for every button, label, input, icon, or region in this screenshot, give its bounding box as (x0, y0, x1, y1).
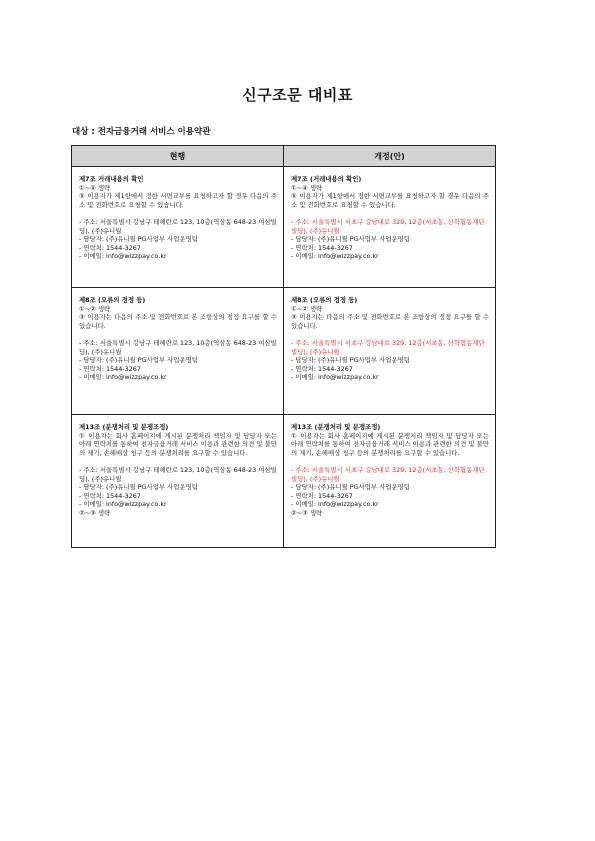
contact-email: - 이메일: info@wizzpay.co.kr (79, 252, 167, 261)
table-row (72, 415, 496, 548)
address-line: - 주소: 서울특별시 강남구 테헤란로 123, 10층(역삼동 648-23 여삼빌딩), (주)유니월 (79, 217, 277, 235)
table-row (72, 167, 496, 288)
contact-email: - 이메일: info@wizzpay.co.kr (291, 252, 379, 261)
clause-line: ⑤ 이용자가 제1항에서 정한 서면교부를 요청하고자 할 경우 다음의 주소 및 전화번호로 요청할 수 있습니다. (291, 192, 489, 209)
contact-person: - 담당자: (주)유니윌 PG사업부 사업운영팀 (291, 483, 410, 492)
contact-person: - 담당자: (주)유니윌 PG사업부 사업운영팀 (79, 356, 198, 365)
contact-email: - 이메일: info@wizzpay.co.kr (291, 373, 379, 382)
document-title: 신구조문 대비표 (242, 86, 353, 104)
revised-cell (284, 288, 496, 415)
table-header-row (72, 146, 496, 167)
contact-person: - 담당자: (주)유니윌 PG사업부 사업운영팀 (291, 356, 410, 365)
revised-address-line: - 주소: 서울특별시 서초구 강남대로 329, 12층(서초동, 산학협동재단빌딩), (주)유니윌 (291, 338, 485, 356)
article-title: 제13조 (분쟁처리 및 분쟁조정) (79, 423, 169, 431)
clause-line: ① 이용자는 회사 홈페이지에 게시된 분쟁처리 책임자 및 담당자 또는 아래 연락처를 통하여 전자금융거래 서비스 이용과 관련한 의견 및 불만의 제기, 손해배상 청구 등의 분쟁처리를 요구할 수 있습니다. (291, 431, 489, 457)
document-subject: 대상 : 전자금융거래 서비스 이용약관 (72, 127, 211, 137)
contact-phone: - 연락처: 1544-3267 (291, 243, 353, 252)
revised-address-line: - 주소: 서울특별시 서초구 강남대로 329, 12층(서초동, 산학협동재단빌딩), (주)유니윌 (291, 465, 485, 483)
clause-line: ③ 이용자는 다음의 주소 및 전화번호로 본 조항상의 정정 요구를 할 수 있습니다. (79, 313, 277, 330)
clause-tail: ②~③ 생략 (79, 508, 111, 517)
table-row (72, 288, 496, 415)
clause-line: ①~④ 생략 (79, 183, 111, 192)
revised-cell (284, 167, 496, 288)
contact-phone: - 연락처: 1544-3267 (79, 364, 141, 373)
article-title: 제7조 거래내용의 확인 (79, 175, 144, 183)
current-cell (72, 167, 284, 288)
contact-email: - 이메일: info@wizzpay.co.kr (79, 373, 167, 382)
address-line: - 주소: 서울특별시 강남구 테헤란로 123, 10층(역삼동 648-23 여삼빌딩), (주)유니윌 (79, 338, 277, 356)
contact-person: - 담당자: (주)유니윌 PG사업부 사업운영팀 (79, 483, 198, 492)
article-title: 제8조 (오류의 정정 등) (79, 296, 146, 304)
contact-email: - 이메일: info@wizzpay.co.kr (291, 500, 379, 509)
article-title: 제13조 (분쟁처리 및 분쟁조정) (291, 423, 381, 431)
revised-cell (284, 415, 496, 548)
clause-tail: ②~③ 생략 (291, 508, 323, 517)
contact-phone: - 연락처: 1544-3267 (79, 243, 141, 252)
clause-line: ③ 이용자는 다음의 주소 및 전화번호로 본 조항상의 정정 요구를 할 수 있습니다. (291, 313, 489, 330)
header-revised: 개정(안) (284, 146, 496, 167)
contact-person: - 담당자: (주)유니윌 PG사업부 사업운영팀 (291, 235, 410, 244)
article-title: 제7조 (거래내용의 확인) (291, 175, 362, 183)
contact-phone: - 연락처: 1544-3267 (291, 491, 353, 500)
clause-line: ⑤ 이용자가 제1항에서 정한 서면교부를 요청하고자 할 경우 다음의 주소 및 전화번호로 요청할 수 있습니다. (79, 192, 277, 209)
clause-line: ① 이용자는 회사 홈페이지에 게시된 분쟁처리 책임자 및 담당자 또는 아래 연락처를 통하여 전자금융거래 서비스 이용과 관련한 의견 및 불만의 제기, 손해배상 청구 등의 분쟁처리를 요구할 수 있습니다. (79, 431, 277, 457)
header-current: 현행 (72, 146, 284, 167)
current-cell (72, 415, 284, 548)
address-line: - 주소: 서울특별시 강남구 테헤란로 123, 10층(역삼동 648-23 여삼빌딩), (주)유니윌 (79, 465, 277, 483)
contact-email: - 이메일: info@wizzpay.co.kr (79, 500, 167, 509)
clause-line: ①~④ 생략 (291, 183, 323, 192)
contact-person: - 담당자: (주)유니윌 PG사업부 사업운영팀 (79, 235, 198, 244)
clause-line: ①~② 생략 (291, 304, 323, 313)
contact-phone: - 연락처: 1544-3267 (291, 364, 353, 373)
contact-phone: - 연락처: 1544-3267 (79, 491, 141, 500)
comparison-table (71, 145, 496, 548)
revised-address-line: - 주소: 서울특별시 서초구 강남대로 329, 12층(서초동, 산학협동재단빌딩), (주)유니윌 (291, 217, 485, 235)
clause-line: ①~② 생략 (79, 304, 111, 313)
article-title: 제8조 (오류의 정정 등) (291, 296, 358, 304)
current-cell (72, 288, 284, 415)
